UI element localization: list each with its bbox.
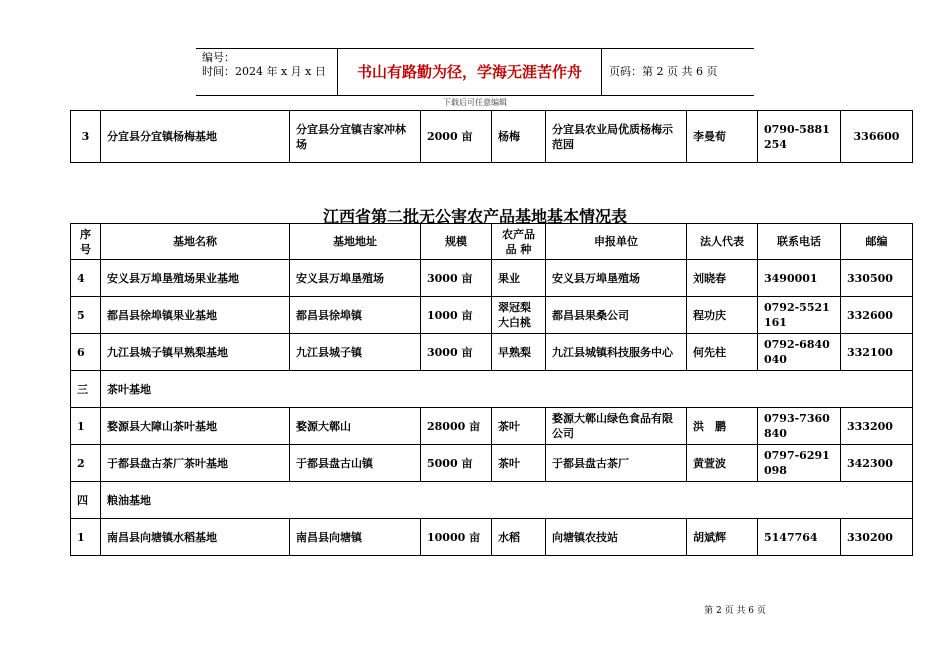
base-table xyxy=(70,223,913,556)
cell-seq: 1 xyxy=(71,408,101,445)
cell-phone: 3490001 xyxy=(758,260,841,297)
cell-unit: 于都县盘古茶厂 xyxy=(546,445,687,482)
cell-rep: 程功庆 xyxy=(687,297,758,334)
cell-rep: 何先柱 xyxy=(687,334,758,371)
cell-product: 果业 xyxy=(492,260,546,297)
cell-seq: 3 xyxy=(71,111,101,163)
cell-address: 都昌县徐埠镇 xyxy=(290,297,421,334)
cell-name: 于都县盘古茶厂茶叶基地 xyxy=(101,445,290,482)
cell-name: 都昌县徐埠镇果业基地 xyxy=(101,297,290,334)
cell-postcode: 336600 xyxy=(841,111,913,163)
cell-phone: 0792-6840040 xyxy=(758,334,841,371)
cell-phone: 0797-6291098 xyxy=(758,445,841,482)
cell-rep: 黄萱波 xyxy=(687,445,758,482)
cell-unit: 九江县城镇科技服务中心 xyxy=(546,334,687,371)
cell-address: 分宜县分宜镇吉家冲林场 xyxy=(290,111,421,163)
cell-seq: 2 xyxy=(71,445,101,482)
col-header: 法人代表 xyxy=(687,224,758,260)
cell-product: 翠冠梨大白桃 xyxy=(492,297,546,334)
cell-address: 南昌县向塘镇 xyxy=(290,519,421,556)
cell-seq: 6 xyxy=(71,334,101,371)
table-row xyxy=(71,445,913,482)
cell-phone: 0790-5881254 xyxy=(758,111,841,163)
cell-address: 九江县城子镇 xyxy=(290,334,421,371)
table-row xyxy=(71,519,913,556)
cell-product: 茶叶 xyxy=(492,445,546,482)
cell-scale: 10000 亩 xyxy=(421,519,492,556)
col-header: 邮编 xyxy=(841,224,913,260)
cell-rep: 李曼荀 xyxy=(687,111,758,163)
cell-scale: 5000 亩 xyxy=(421,445,492,482)
cell-unit: 分宜县农业局优质杨梅示范园 xyxy=(546,111,687,163)
cell-rep: 洪 鹏 xyxy=(687,408,758,445)
date-label: 时间：2024 年 x 月 x 日 xyxy=(202,65,326,78)
cell-name: 南昌县向塘镇水稻基地 xyxy=(101,519,290,556)
cell-postcode: 330500 xyxy=(841,260,913,297)
cell-product: 水稻 xyxy=(492,519,546,556)
cell-scale: 3000 亩 xyxy=(421,260,492,297)
cell-postcode: 330200 xyxy=(841,519,913,556)
page-header xyxy=(196,48,754,96)
cell-postcode: 333200 xyxy=(841,408,913,445)
cell-seq: 1 xyxy=(71,519,101,556)
cell-scale: 28000 亩 xyxy=(421,408,492,445)
cell-address: 安义县万埠垦殖场 xyxy=(290,260,421,297)
cell-product: 杨梅 xyxy=(492,111,546,163)
page-title: 江西省第二批无公害农产品基地基本情况表 xyxy=(322,207,627,226)
cell-phone: 0792-5521161 xyxy=(758,297,841,334)
cell-name: 分宜县分宜镇杨梅基地 xyxy=(101,111,290,163)
header-page-info: 页码：第 2 页 共 6 页 xyxy=(609,65,718,78)
table-row xyxy=(71,408,913,445)
col-header: 规模 xyxy=(421,224,492,260)
col-header: 联系电话 xyxy=(758,224,841,260)
cell-postcode: 332600 xyxy=(841,297,913,334)
table-continued xyxy=(70,110,913,163)
page-footer: 第 2 页 共 6 页 xyxy=(704,606,766,616)
cell-address: 于都县盘古山镇 xyxy=(290,445,421,482)
cell-rep: 胡斌辉 xyxy=(687,519,758,556)
cell-unit: 婺源大鄣山绿色食品有限公司 xyxy=(546,408,687,445)
header-motto: 书山有路勤为径，学海无涯苦作舟 xyxy=(338,49,602,95)
cell-scale: 2000 亩 xyxy=(421,111,492,163)
table-row xyxy=(71,334,913,371)
cell-name: 婺源县大障山茶叶基地 xyxy=(101,408,290,445)
col-header: 基地名称 xyxy=(101,224,290,260)
cell-unit: 向塘镇农技站 xyxy=(546,519,687,556)
edit-note: 下载后可任意编辑 xyxy=(443,98,507,107)
cell-scale: 3000 亩 xyxy=(421,334,492,371)
col-header: 基地地址 xyxy=(290,224,421,260)
cell-address: 婺源大鄣山 xyxy=(290,408,421,445)
table-row xyxy=(71,111,913,163)
table-row xyxy=(71,297,913,334)
cell-seq: 4 xyxy=(71,260,101,297)
cell-postcode: 332100 xyxy=(841,334,913,371)
section-row-tea xyxy=(71,371,913,408)
col-header: 农产品品 种 xyxy=(492,224,546,260)
cell-name: 安义县万埠垦殖场果业基地 xyxy=(101,260,290,297)
header-info xyxy=(196,49,338,95)
cell-name: 九江县城子镇早熟梨基地 xyxy=(101,334,290,371)
cell-rep: 刘晓春 xyxy=(687,260,758,297)
cell-postcode: 342300 xyxy=(841,445,913,482)
cell-phone: 5147764 xyxy=(758,519,841,556)
section-title: 粮油基地 xyxy=(101,482,913,519)
cell-unit: 安义县万埠垦殖场 xyxy=(546,260,687,297)
section-number: 四 xyxy=(71,482,101,519)
table-row xyxy=(71,260,913,297)
number-label: 编号： xyxy=(202,51,235,64)
section-title: 茶叶基地 xyxy=(101,371,913,408)
cell-product: 早熟梨 xyxy=(492,334,546,371)
section-row-grain xyxy=(71,482,913,519)
cell-seq: 5 xyxy=(71,297,101,334)
col-header: 申报单位 xyxy=(546,224,687,260)
cell-unit: 都昌县果桑公司 xyxy=(546,297,687,334)
cell-scale: 1000 亩 xyxy=(421,297,492,334)
col-header: 序号 xyxy=(71,224,101,260)
cell-product: 茶叶 xyxy=(492,408,546,445)
cell-phone: 0793-7360840 xyxy=(758,408,841,445)
table-header-row xyxy=(71,224,913,260)
section-number: 三 xyxy=(71,371,101,408)
